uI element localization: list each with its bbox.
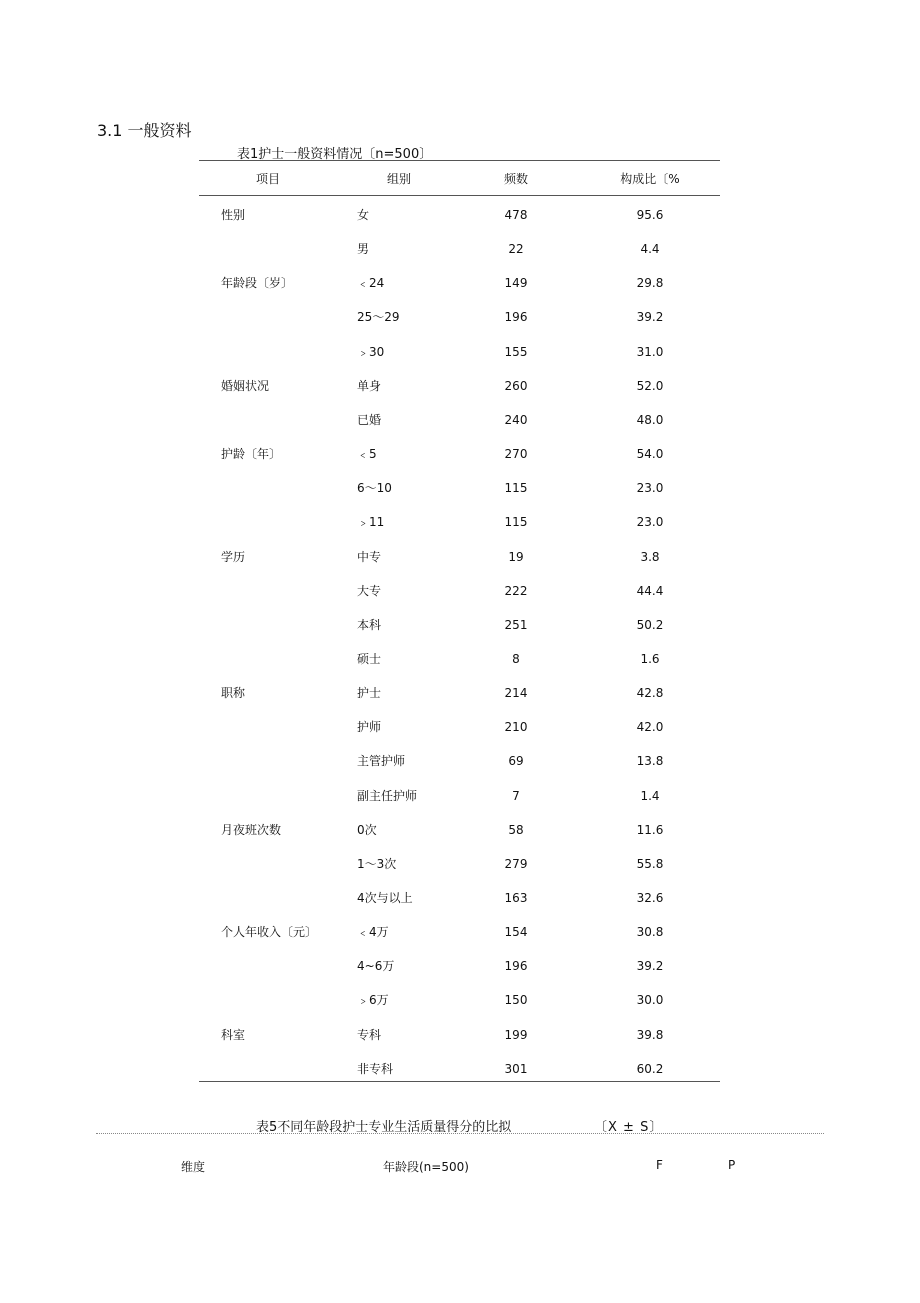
table1-row-ratio: 50.2 (636, 618, 664, 632)
table1-row-item: 学历 (221, 550, 246, 564)
table1-row-ratio: 13.8 (636, 754, 664, 768)
table1-row-group: 4次与以上 (357, 891, 413, 905)
table1-row-frequency: 279 (504, 857, 528, 871)
table1-row-group: 已婚 (357, 413, 382, 427)
table5-header-f: F (656, 1158, 663, 1172)
table1-row-frequency: 301 (504, 1062, 528, 1076)
table1-row-frequency: 222 (504, 584, 528, 598)
table1-row-item: 年龄段〔岁〕 (221, 276, 294, 290)
table1-row-item: 护龄〔年〕 (221, 447, 282, 461)
table1-row-ratio: 4.4 (640, 242, 660, 256)
table1-row-frequency: 270 (504, 447, 528, 461)
table1-row-ratio: 39.2 (636, 959, 664, 973)
table1-row-frequency: 154 (504, 925, 528, 939)
table1-row-ratio: 44.4 (636, 584, 664, 598)
table1-row-ratio: 29.8 (636, 276, 664, 290)
table1-row-group: 女 (357, 208, 370, 222)
table1-row-group: ﹥6万 (357, 993, 389, 1007)
table1-row-frequency: 196 (504, 959, 528, 973)
table1-row-group: ﹤5 (357, 447, 377, 461)
table1-row-ratio: 11.6 (636, 823, 664, 837)
table5-top-rule (96, 1133, 824, 1134)
table1-row-ratio: 30.8 (636, 925, 664, 939)
table1-row-ratio: 48.0 (636, 413, 664, 427)
table1-row-ratio: 95.6 (636, 208, 664, 222)
table1-row-frequency: 58 (508, 823, 524, 837)
table1-header-item: 项目 (255, 172, 280, 186)
table1-row-frequency: 115 (504, 515, 528, 529)
table1-row-frequency: 150 (504, 993, 528, 1007)
table1-row-item: 月夜班次数 (221, 823, 282, 837)
table1-row-frequency: 196 (504, 310, 528, 324)
table5-caption-stat: 〔X ± S〕 (594, 1120, 664, 1135)
table1-row-frequency: 251 (504, 618, 528, 632)
table1-row-frequency: 210 (504, 720, 528, 734)
table1-row-item: 性别 (221, 208, 246, 222)
table1-row-ratio: 31.0 (636, 345, 664, 359)
table1-row-ratio: 54.0 (636, 447, 664, 461)
table1-row-frequency: 260 (504, 379, 528, 393)
table1-row-item: 职称 (221, 686, 246, 700)
table1-row-group: 护师 (357, 720, 382, 734)
table1-row-frequency: 7 (512, 789, 520, 803)
table1-row-group: 本科 (357, 618, 382, 632)
table1-header-ratio: 构成比〔% (620, 172, 680, 186)
table5-header-p: P (728, 1158, 736, 1172)
table1-row-ratio: 1.4 (640, 789, 660, 803)
table1-row-group: ﹤24 (357, 276, 385, 290)
table1-row-group: 0次 (357, 823, 377, 837)
table1-row-frequency: 478 (504, 208, 528, 222)
table1-row-frequency: 115 (504, 481, 528, 495)
table1-row-frequency: 163 (504, 891, 528, 905)
table1-row-ratio: 3.8 (640, 550, 660, 564)
table1-bottom-rule (199, 1081, 720, 1082)
table1-row-item: 个人年收入〔元〕 (221, 925, 318, 939)
table1-row-frequency: 199 (504, 1028, 528, 1042)
table1-row-frequency: 149 (504, 276, 528, 290)
table1-row-group: ﹤4万 (357, 925, 389, 939)
table1-row-item: 婚姻状况 (221, 379, 270, 393)
table1-row-group: 男 (357, 242, 370, 256)
section-heading: 3.1 一般资料 (97, 121, 192, 140)
table1-header-group: 组别 (386, 172, 411, 186)
table1-row-group: 主管护师 (357, 754, 406, 768)
table1-row-group: 4~6万 (357, 959, 395, 973)
table1-row-ratio: 30.0 (636, 993, 664, 1007)
table1-row-ratio: 1.6 (640, 652, 660, 666)
table1-row-group: 大专 (357, 584, 382, 598)
table5-header-age-group: 年龄段(n=500) (383, 1160, 469, 1174)
table1-row-ratio: 23.0 (636, 515, 664, 529)
table1-row-group: 6～10 (357, 481, 392, 495)
table1-row-ratio: 60.2 (636, 1062, 664, 1076)
table5-header-dimension: 维度 (181, 1160, 206, 1174)
table1-row-item: 科室 (221, 1028, 246, 1042)
table5-caption: 表5不同年龄段护士专业生活质量得分的比拟 (256, 1120, 512, 1135)
table1-row-ratio: 42.8 (636, 686, 664, 700)
table1-row-ratio: 55.8 (636, 857, 664, 871)
table1-header-frequency: 频数 (503, 172, 528, 186)
table1-row-group: 1～3次 (357, 857, 397, 871)
table1-row-ratio: 23.0 (636, 481, 664, 495)
table1-row-group: 护士 (357, 686, 382, 700)
table1-row-frequency: 22 (508, 242, 524, 256)
table1-caption: 表1护士一般资料情况〔n=500〕 (237, 147, 433, 162)
table1-row-ratio: 39.8 (636, 1028, 664, 1042)
table1-row-group: 中专 (357, 550, 382, 564)
table1-row-group: ﹥30 (357, 345, 385, 359)
table1-row-frequency: 8 (512, 652, 520, 666)
table1-row-group: 非专科 (357, 1062, 394, 1076)
table1-row-frequency: 155 (504, 345, 528, 359)
table1-row-group: ﹥11 (357, 515, 385, 529)
table1-row-ratio: 52.0 (636, 379, 664, 393)
table1-row-group: 专科 (357, 1028, 382, 1042)
table1-row-ratio: 32.6 (636, 891, 664, 905)
table1-row-ratio: 39.2 (636, 310, 664, 324)
table1-row-group: 单身 (357, 379, 382, 393)
table1-row-ratio: 42.0 (636, 720, 664, 734)
table1-row-frequency: 19 (508, 550, 524, 564)
table1-row-frequency: 214 (504, 686, 528, 700)
table1-row-frequency: 240 (504, 413, 528, 427)
table1-top-rule (199, 160, 720, 161)
table1-row-group: 硕士 (357, 652, 382, 666)
table1-row-frequency: 69 (508, 754, 524, 768)
table1-row-group: 25～29 (357, 310, 400, 324)
table1-header-rule (199, 195, 720, 196)
table1-row-group: 副主任护师 (357, 789, 418, 803)
